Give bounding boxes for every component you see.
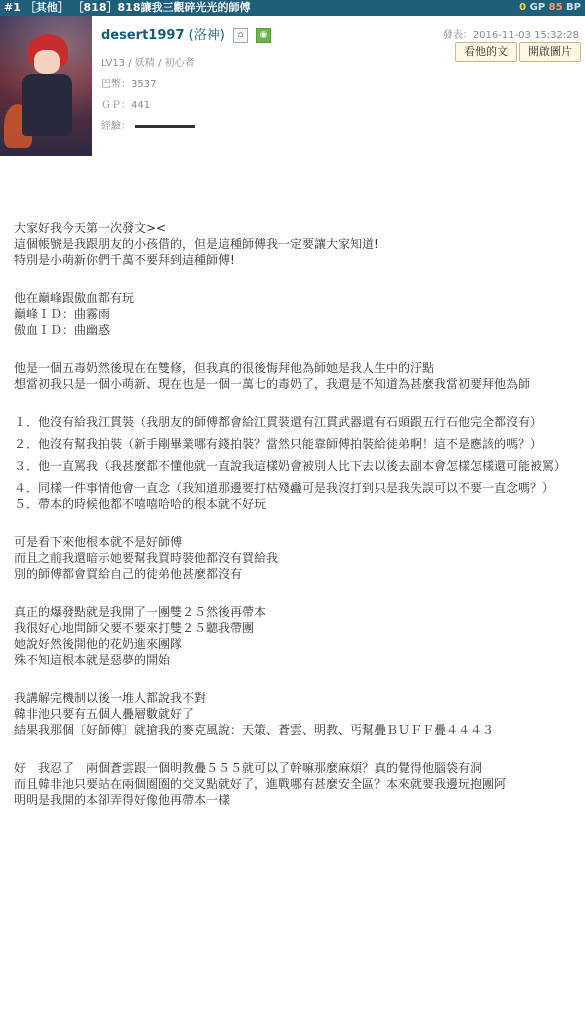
content-line: ５．帶本的時候他都不嘻嘻哈哈的根本就不好玩 [14,497,267,511]
paragraph-3 [14,360,574,392]
content-line: 大家好我今天第一次發文>< [14,221,167,235]
user-level: LV13 / 妖精 / 初心者 [101,58,195,69]
open-images-button[interactable]: 開啟圖片 [519,42,581,62]
home-icon[interactable]: ⌂ [233,28,248,43]
gp-value[interactable]: 0 [519,2,527,13]
post-time: 發表：2016-11-03 15:32:28 [442,30,579,41]
content-line: 他是一個五毒奶然後現在在雙修，但我真的很後悔拜他為師她是我人生中的汙點 [14,361,435,375]
content-line: 結果我那個〔好師傅〕就搶我的麥克風說：天策、蒼雲、明教、丐幫疊ＢＵＦＦ疊４４４３ [14,723,495,737]
content-line: 可是看下來他根本就不是好師傅 [14,535,183,549]
rss-icon[interactable]: ◉ [256,28,271,43]
content-line: ２．他沒有幫我拍裝（新手剛畢業哪有錢拍裝？當然只能靠師傅拍裝給徒弟啊！這不是應該的嗎？） [14,437,543,451]
exp-label: 經驗： [101,121,131,132]
avatar-body [22,74,72,136]
post-title[interactable]: ［818］818讓我三觀碎光光的師傅 [72,1,251,14]
content-line: 別的師傅都會買給自己的徒弟他甚麼都沒有 [14,567,243,581]
post-title-line [4,0,251,16]
user-info [101,24,271,43]
content-line: 這個帳號是我跟朋友的小孩借的，但是這種師傅我一定要讓大家知道! [14,237,379,251]
username-link[interactable]: desert1997 [101,28,185,43]
user-avatar[interactable] [0,16,92,156]
content-line: 傲血ＩＤ：曲幽惑 [14,323,111,337]
paragraph-5 [14,458,574,512]
content-line: 我講解完機制以後一堆人都說我不對 [14,691,207,705]
content-line: 特別是小萌新你們千萬不要拜到這種師傅! [14,253,235,267]
post-index: #1 [4,1,21,14]
paragraph-1 [14,220,574,268]
paragraph-2 [14,290,574,338]
content-line: 巔峰ＩＤ：曲霧雨 [14,307,111,321]
avatar-face [34,50,60,74]
paragraph-9 [14,760,574,808]
content-line: 韓非池只要有五個人疊層數就好了 [14,707,195,721]
content-line: 明明是我開的本卻弄得好像他再帶本一樣 [14,793,231,807]
content-line: 她說好然後開他的花奶進來團隊 [14,637,183,651]
post-content [14,220,574,830]
exp-bar [135,125,195,128]
content-line: 他在巔峰跟傲血都有玩 [14,291,135,305]
paragraph-4 [14,414,574,452]
content-line: １．他沒有給我江貫裝（我朋友的師傅都會給江貫裝還有江貫武器還有石頭跟五行石他完全都沒有） [14,415,543,429]
paragraph-6 [14,534,574,582]
user-exp [101,117,195,132]
content-line: ４．同樣一件事情他會一直念（我知道那邊要打枯殘蠱可是我沒打到只是我失誤可以不要一直念嗎？） [14,481,555,495]
post-header-bar [0,0,585,16]
content-line: 而且韓非池只要站在兩個圈圈的交叉點就好了，進戰哪有甚麼安全區？本來就要我邊玩抱團阿 [14,777,507,791]
content-line: 真正的爆發點就是我開了一團雙２５然後再帶本 [14,605,267,619]
user-nickname: (洛神) [188,28,225,43]
gp-bp-counter [519,0,581,16]
content-line: 我很好心地問師父要不要來打雙２５聽我帶團 [14,621,255,635]
user-gp: ＧＰ：441 [101,100,151,111]
content-line: 而且之前我還暗示她要幫我買時裝他都沒有買給我 [14,551,279,565]
content-line: 想當初我只是一個小萌新、現在也是一個一萬七的毒奶了，我還是不知道為甚麼我當初要拜他為師 [14,377,531,391]
view-author-posts-button[interactable]: 看他的文 [455,42,517,62]
content-line: 好 我忍了 兩個蒼雲跟一個明教疊５５５就可以了幹嘛那麼麻煩？真的覺得他腦袋有洞 [14,761,483,775]
gp-label: GP [529,2,546,13]
bp-label: BP [566,2,581,13]
content-line: 殊不知這根本就是惡夢的開始 [14,653,171,667]
content-line: ３．他一直罵我（我甚麼都不懂他就一直說我這樣奶會被別人比下去以後去副本會怎樣怎樣還可能被罵） [14,459,567,473]
user-coins: 巴幣：3537 [101,79,157,90]
paragraph-7 [14,604,574,668]
bp-value[interactable]: 85 [548,2,563,13]
paragraph-8 [14,690,574,738]
post-category[interactable]: ［其他］ [24,1,69,14]
